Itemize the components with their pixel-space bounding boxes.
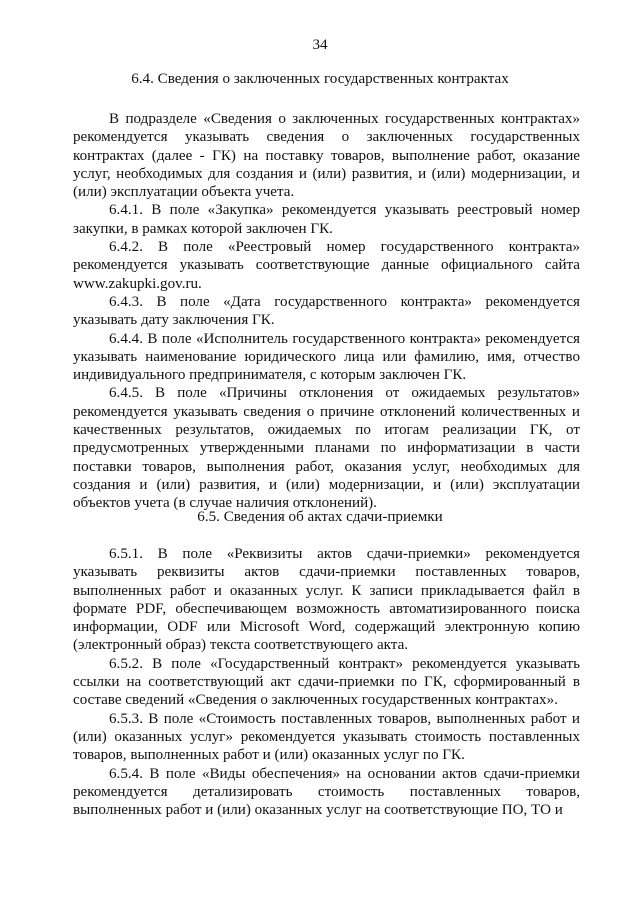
paragraph-6-4-4: 6.4.4. В поле «Исполнитель государственного контракта» рекомендуется указывать наименование юридического лица или фамилию, имя, отчество индивидуального предпринимателя, с которым заключен ГК. xyxy=(73,330,580,384)
section-6-5-body xyxy=(73,545,580,819)
paragraph-6-5-2: 6.5.2. В поле «Государственный контракт» рекомендуется указывать ссылки на соответствующий акт сдачи-приемки по ГК, сформированный в составе сведений «Сведения о заключенных государственных контрактах». xyxy=(73,655,580,709)
page-number: 34 xyxy=(312,37,328,53)
paragraph-intro: В подразделе «Сведения о заключенных государственных контрактах» рекомендуется указывать сведения о заключенных государственных контрактах (далее - ГК) на поставку товаров, выполнение работ, оказание услуг, необходимых для создания и (или) развития, и (или) модернизации, и (или) эксплуатации объекта учета. xyxy=(73,111,580,201)
section-heading-6-4: 6.4. Сведения о заключенных государственных контрактах xyxy=(131,71,509,87)
paragraph-6-4-3: 6.4.3. В поле «Дата государственного контракта» рекомендуется указывать дату заключения ГК. xyxy=(73,293,580,329)
paragraph-6-4-5: 6.4.5. В поле «Причины отклонения от ожидаемых результатов» рекомендуется указывать сведения о причине отклонений количественных и качественных результатов, ожидаемых по итогам реализации ГК, от предусмотренных утвержденными планами по информатизации в части поставки товаров, выполнения работ, оказания услуг, необходимых для создания и (или) развития, и (или) модернизации, и (или) эксплуатации объектов учета (в случае наличия отклонений). xyxy=(73,385,580,512)
paragraph-6-4-2: 6.4.2. В поле «Реестровый номер государственного контракта» рекомендуется указывать соответствующие данные официального сайта www.zakupki.gov.ru. xyxy=(73,239,580,292)
paragraph-6-5-4: 6.5.4. В поле «Виды обеспечения» на основании актов сдачи-приемки рекомендуется детализировать стоимость поставленных товаров, выполненных работ и (или) оказанных услуг на соответствующие ПО, ТО и xyxy=(73,765,580,819)
paragraph-6-5-1: 6.5.1. В поле «Реквизиты актов сдачи-приемки» рекомендуется указывать реквизиты актов сдачи-приемки поставленных товаров, выполненных работ и оказанных услуг. К записи прикладывается файл в формате PDF, обеспечивающем возможность автоматизированного поиска информации, ODF или Microsoft Word, содержащий электронную копию (электронный образ) текста соответствующего акта. xyxy=(73,546,580,654)
paragraph-6-5-3: 6.5.3. В поле «Стоимость поставленных товаров, выполненных работ и (или) оказанных услуг» рекомендуется указывать стоимость поставленных товаров, выполненных работ и (или) оказанных услуг по ГК. xyxy=(73,710,580,764)
paragraph-6-4-1: 6.4.1. В поле «Закупка» рекомендуется указывать реестровый номер закупки, в рамках которой заключен ГК. xyxy=(73,202,580,237)
section-heading-6-5: 6.5. Сведения об актах сдачи-приемки xyxy=(197,509,443,525)
section-6-4-body xyxy=(73,110,580,513)
